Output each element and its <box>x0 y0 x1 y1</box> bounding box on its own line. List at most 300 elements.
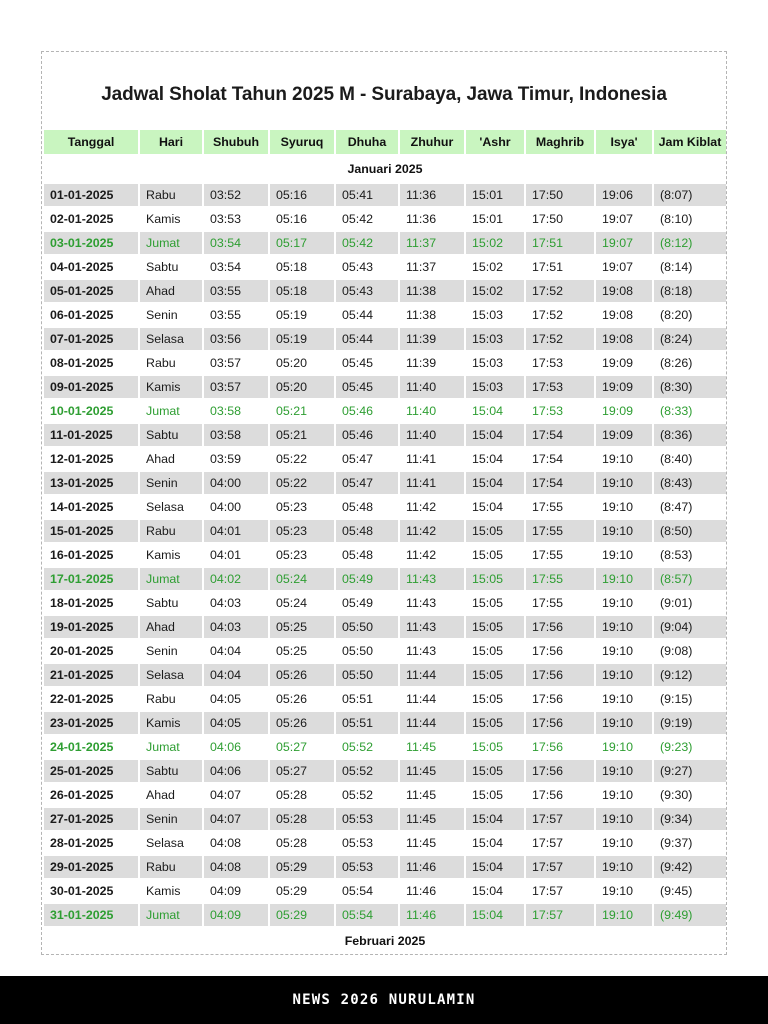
cell-zhuhur: 11:43 <box>400 568 464 590</box>
cell-syuruq: 05:27 <box>270 760 334 782</box>
cell-jam-kiblat: (9:19) <box>654 712 726 734</box>
cell-ashr: 15:05 <box>466 520 524 542</box>
cell-dhuha: 05:48 <box>336 520 398 542</box>
cell-jam-kiblat: (9:15) <box>654 688 726 710</box>
cell-dhuha: 05:51 <box>336 712 398 734</box>
cell-tanggal: 08-01-2025 <box>44 352 138 374</box>
cell-zhuhur: 11:43 <box>400 592 464 614</box>
cell-dhuha: 05:46 <box>336 424 398 446</box>
cell-maghrib: 17:56 <box>526 616 594 638</box>
cell-maghrib: 17:57 <box>526 832 594 854</box>
cell-zhuhur: 11:38 <box>400 304 464 326</box>
cell-syuruq: 05:27 <box>270 736 334 758</box>
cell-ashr: 15:05 <box>466 760 524 782</box>
table-row[interactable] <box>44 400 726 422</box>
cell-dhuha: 05:53 <box>336 832 398 854</box>
table-header-row <box>44 130 726 154</box>
cell-maghrib: 17:53 <box>526 352 594 374</box>
cell-syuruq: 05:23 <box>270 520 334 542</box>
month-label: Januari 2025 <box>44 156 726 182</box>
cell-isya: 19:09 <box>596 376 652 398</box>
cell-isya: 19:10 <box>596 616 652 638</box>
cell-dhuha: 05:53 <box>336 856 398 878</box>
cell-ashr: 15:01 <box>466 208 524 230</box>
cell-hari: Selasa <box>140 496 202 518</box>
cell-syuruq: 05:16 <box>270 208 334 230</box>
cell-ashr: 15:04 <box>466 448 524 470</box>
footer-bar <box>0 976 768 1024</box>
cell-zhuhur: 11:41 <box>400 472 464 494</box>
cell-isya: 19:10 <box>596 760 652 782</box>
cell-isya: 19:10 <box>596 568 652 590</box>
cell-zhuhur: 11:36 <box>400 208 464 230</box>
cell-shubuh: 04:06 <box>204 760 268 782</box>
cell-maghrib: 17:51 <box>526 232 594 254</box>
prayer-schedule-table <box>42 128 727 955</box>
cell-zhuhur: 11:44 <box>400 688 464 710</box>
cell-jam-kiblat: (8:50) <box>654 520 726 542</box>
cell-hari: Selasa <box>140 328 202 350</box>
cell-shubuh: 04:09 <box>204 880 268 902</box>
column-header-jam-kiblat[interactable]: Jam Kiblat <box>654 130 726 154</box>
cell-ashr: 15:03 <box>466 352 524 374</box>
cell-maghrib: 17:56 <box>526 784 594 806</box>
cell-isya: 19:10 <box>596 688 652 710</box>
cell-shubuh: 03:58 <box>204 424 268 446</box>
cell-shubuh: 04:04 <box>204 640 268 662</box>
cell-jam-kiblat: (8:26) <box>654 352 726 374</box>
cell-dhuha: 05:48 <box>336 544 398 566</box>
cell-maghrib: 17:55 <box>526 496 594 518</box>
column-header-syuruq[interactable]: Syuruq <box>270 130 334 154</box>
cell-maghrib: 17:52 <box>526 328 594 350</box>
cell-dhuha: 05:50 <box>336 616 398 638</box>
cell-jam-kiblat: (8:24) <box>654 328 726 350</box>
cell-dhuha: 05:52 <box>336 736 398 758</box>
table-row[interactable] <box>44 352 726 374</box>
cell-hari: Kamis <box>140 544 202 566</box>
cell-hari: Kamis <box>140 712 202 734</box>
cell-tanggal: 23-01-2025 <box>44 712 138 734</box>
cell-ashr: 15:02 <box>466 232 524 254</box>
table-row[interactable] <box>44 688 726 710</box>
cell-zhuhur: 11:42 <box>400 544 464 566</box>
cell-hari: Kamis <box>140 880 202 902</box>
cell-tanggal: 29-01-2025 <box>44 856 138 878</box>
cell-shubuh: 04:03 <box>204 616 268 638</box>
cell-isya: 19:10 <box>596 640 652 662</box>
cell-shubuh: 04:09 <box>204 904 268 926</box>
cell-jam-kiblat: (9:45) <box>654 880 726 902</box>
cell-ashr: 15:04 <box>466 496 524 518</box>
table-row[interactable] <box>44 256 726 278</box>
cell-jam-kiblat: (8:30) <box>654 376 726 398</box>
table-row[interactable] <box>44 832 726 854</box>
table-row[interactable] <box>44 640 726 662</box>
table-row[interactable] <box>44 376 726 398</box>
table-row[interactable] <box>44 592 726 614</box>
cell-zhuhur: 11:44 <box>400 712 464 734</box>
table-row[interactable] <box>44 304 726 326</box>
cell-dhuha: 05:54 <box>336 904 398 926</box>
column-header-isya[interactable]: Isya' <box>596 130 652 154</box>
cell-zhuhur: 11:40 <box>400 424 464 446</box>
cell-hari: Sabtu <box>140 424 202 446</box>
cell-syuruq: 05:24 <box>270 592 334 614</box>
cell-syuruq: 05:28 <box>270 808 334 830</box>
cell-tanggal: 31-01-2025 <box>44 904 138 926</box>
cell-syuruq: 05:25 <box>270 640 334 662</box>
cell-jam-kiblat: (9:37) <box>654 832 726 854</box>
cell-maghrib: 17:50 <box>526 184 594 206</box>
cell-zhuhur: 11:44 <box>400 664 464 686</box>
cell-tanggal: 06-01-2025 <box>44 304 138 326</box>
cell-maghrib: 17:55 <box>526 568 594 590</box>
cell-hari: Senin <box>140 304 202 326</box>
cell-shubuh: 04:06 <box>204 736 268 758</box>
cell-ashr: 15:05 <box>466 592 524 614</box>
cell-shubuh: 04:04 <box>204 664 268 686</box>
cell-isya: 19:10 <box>596 904 652 926</box>
cell-isya: 19:10 <box>596 520 652 542</box>
cell-zhuhur: 11:45 <box>400 760 464 782</box>
page-title: Jadwal Sholat Tahun 2025 M - Surabaya, Jawa Timur, Indonesia <box>101 84 667 105</box>
table-row[interactable] <box>44 712 726 734</box>
cell-jam-kiblat: (8:40) <box>654 448 726 470</box>
cell-tanggal: 10-01-2025 <box>44 400 138 422</box>
cell-shubuh: 04:05 <box>204 712 268 734</box>
table-row[interactable] <box>44 904 726 926</box>
cell-ashr: 15:02 <box>466 280 524 302</box>
cell-shubuh: 04:07 <box>204 784 268 806</box>
cell-dhuha: 05:43 <box>336 256 398 278</box>
cell-maghrib: 17:55 <box>526 520 594 542</box>
cell-shubuh: 03:57 <box>204 376 268 398</box>
cell-jam-kiblat: (8:10) <box>654 208 726 230</box>
cell-ashr: 15:05 <box>466 664 524 686</box>
table-row[interactable] <box>44 496 726 518</box>
cell-jam-kiblat: (9:01) <box>654 592 726 614</box>
cell-maghrib: 17:57 <box>526 880 594 902</box>
cell-syuruq: 05:28 <box>270 784 334 806</box>
table-row[interactable] <box>44 448 726 470</box>
cell-dhuha: 05:43 <box>336 280 398 302</box>
cell-jam-kiblat: (8:20) <box>654 304 726 326</box>
cell-syuruq: 05:26 <box>270 664 334 686</box>
table-row[interactable] <box>44 736 726 758</box>
cell-shubuh: 03:54 <box>204 256 268 278</box>
cell-tanggal: 04-01-2025 <box>44 256 138 278</box>
cell-zhuhur: 11:36 <box>400 184 464 206</box>
cell-syuruq: 05:21 <box>270 424 334 446</box>
cell-isya: 19:10 <box>596 832 652 854</box>
cell-hari: Ahad <box>140 616 202 638</box>
cell-ashr: 15:05 <box>466 544 524 566</box>
column-header-hari[interactable]: Hari <box>140 130 202 154</box>
cell-ashr: 15:04 <box>466 856 524 878</box>
column-header-zhuhur[interactable]: Zhuhur <box>400 130 464 154</box>
cell-dhuha: 05:42 <box>336 208 398 230</box>
cell-zhuhur: 11:40 <box>400 376 464 398</box>
cell-shubuh: 03:54 <box>204 232 268 254</box>
cell-zhuhur: 11:42 <box>400 496 464 518</box>
table-row[interactable] <box>44 664 726 686</box>
schedule-card <box>41 51 727 955</box>
cell-shubuh: 04:07 <box>204 808 268 830</box>
cell-maghrib: 17:57 <box>526 856 594 878</box>
cell-isya: 19:07 <box>596 256 652 278</box>
cell-jam-kiblat: (8:07) <box>654 184 726 206</box>
cell-isya: 19:10 <box>596 496 652 518</box>
table-row[interactable] <box>44 760 726 782</box>
cell-isya: 19:10 <box>596 712 652 734</box>
cell-ashr: 15:04 <box>466 400 524 422</box>
cell-zhuhur: 11:37 <box>400 256 464 278</box>
cell-syuruq: 05:18 <box>270 280 334 302</box>
cell-isya: 19:08 <box>596 280 652 302</box>
column-header-ashr[interactable]: 'Ashr <box>466 130 524 154</box>
cell-ashr: 15:05 <box>466 736 524 758</box>
cell-syuruq: 05:19 <box>270 328 334 350</box>
table-row[interactable] <box>44 208 726 230</box>
cell-dhuha: 05:49 <box>336 592 398 614</box>
cell-syuruq: 05:29 <box>270 856 334 878</box>
cell-dhuha: 05:42 <box>336 232 398 254</box>
cell-ashr: 15:05 <box>466 616 524 638</box>
cell-maghrib: 17:57 <box>526 904 594 926</box>
cell-dhuha: 05:48 <box>336 496 398 518</box>
cell-syuruq: 05:28 <box>270 832 334 854</box>
cell-zhuhur: 11:42 <box>400 520 464 542</box>
cell-jam-kiblat: (8:43) <box>654 472 726 494</box>
cell-zhuhur: 11:46 <box>400 856 464 878</box>
cell-isya: 19:10 <box>596 664 652 686</box>
cell-hari: Kamis <box>140 208 202 230</box>
cell-maghrib: 17:54 <box>526 448 594 470</box>
cell-hari: Selasa <box>140 832 202 854</box>
cell-isya: 19:10 <box>596 808 652 830</box>
cell-hari: Sabtu <box>140 760 202 782</box>
cell-tanggal: 26-01-2025 <box>44 784 138 806</box>
cell-jam-kiblat: (9:27) <box>654 760 726 782</box>
cell-jam-kiblat: (8:57) <box>654 568 726 590</box>
cell-ashr: 15:05 <box>466 688 524 710</box>
cell-hari: Jumat <box>140 568 202 590</box>
cell-ashr: 15:03 <box>466 304 524 326</box>
cell-tanggal: 30-01-2025 <box>44 880 138 902</box>
cell-dhuha: 05:41 <box>336 184 398 206</box>
cell-zhuhur: 11:39 <box>400 352 464 374</box>
cell-tanggal: 28-01-2025 <box>44 832 138 854</box>
cell-hari: Ahad <box>140 280 202 302</box>
cell-maghrib: 17:52 <box>526 304 594 326</box>
cell-isya: 19:10 <box>596 448 652 470</box>
cell-tanggal: 13-01-2025 <box>44 472 138 494</box>
column-header-maghrib[interactable]: Maghrib <box>526 130 594 154</box>
cell-ashr: 15:04 <box>466 472 524 494</box>
cell-maghrib: 17:56 <box>526 736 594 758</box>
cell-zhuhur: 11:43 <box>400 616 464 638</box>
cell-tanggal: 14-01-2025 <box>44 496 138 518</box>
cell-ashr: 15:04 <box>466 832 524 854</box>
cell-isya: 19:06 <box>596 184 652 206</box>
cell-tanggal: 27-01-2025 <box>44 808 138 830</box>
cell-isya: 19:09 <box>596 400 652 422</box>
table-row[interactable] <box>44 544 726 566</box>
table-row[interactable] <box>44 424 726 446</box>
table-row[interactable] <box>44 472 726 494</box>
cell-tanggal: 18-01-2025 <box>44 592 138 614</box>
table-row[interactable] <box>44 568 726 590</box>
cell-hari: Rabu <box>140 184 202 206</box>
table-body <box>44 156 726 955</box>
cell-tanggal: 21-01-2025 <box>44 664 138 686</box>
cell-isya: 19:10 <box>596 472 652 494</box>
cell-hari: Jumat <box>140 736 202 758</box>
cell-maghrib: 17:56 <box>526 640 594 662</box>
cell-ashr: 15:04 <box>466 808 524 830</box>
footer-text: NEWS 2026 NURULAMIN <box>292 992 476 1008</box>
cell-tanggal: 01-01-2025 <box>44 184 138 206</box>
cell-maghrib: 17:50 <box>526 208 594 230</box>
cell-jam-kiblat: (8:14) <box>654 256 726 278</box>
table-row[interactable] <box>44 808 726 830</box>
cell-isya: 19:07 <box>596 232 652 254</box>
cell-dhuha: 05:47 <box>336 448 398 470</box>
cell-syuruq: 05:18 <box>270 256 334 278</box>
cell-jam-kiblat: (9:08) <box>654 640 726 662</box>
cell-maghrib: 17:56 <box>526 664 594 686</box>
cell-syuruq: 05:23 <box>270 544 334 566</box>
cell-dhuha: 05:49 <box>336 568 398 590</box>
cell-maghrib: 17:56 <box>526 688 594 710</box>
table-row[interactable] <box>44 232 726 254</box>
cell-isya: 19:10 <box>596 544 652 566</box>
table-row[interactable] <box>44 856 726 878</box>
cell-maghrib: 17:55 <box>526 592 594 614</box>
cell-dhuha: 05:45 <box>336 352 398 374</box>
cell-zhuhur: 11:45 <box>400 808 464 830</box>
cell-dhuha: 05:52 <box>336 760 398 782</box>
cell-tanggal: 05-01-2025 <box>44 280 138 302</box>
cell-ashr: 15:05 <box>466 784 524 806</box>
cell-tanggal: 20-01-2025 <box>44 640 138 662</box>
cell-tanggal: 22-01-2025 <box>44 688 138 710</box>
cell-hari: Sabtu <box>140 592 202 614</box>
cell-zhuhur: 11:43 <box>400 640 464 662</box>
cell-maghrib: 17:56 <box>526 760 594 782</box>
cell-dhuha: 05:47 <box>336 472 398 494</box>
cell-dhuha: 05:45 <box>336 376 398 398</box>
cell-maghrib: 17:53 <box>526 400 594 422</box>
cell-syuruq: 05:16 <box>270 184 334 206</box>
cell-syuruq: 05:25 <box>270 616 334 638</box>
cell-ashr: 15:03 <box>466 376 524 398</box>
cell-shubuh: 04:08 <box>204 832 268 854</box>
cell-hari: Jumat <box>140 904 202 926</box>
cell-zhuhur: 11:45 <box>400 784 464 806</box>
cell-hari: Rabu <box>140 352 202 374</box>
cell-zhuhur: 11:38 <box>400 280 464 302</box>
cell-ashr: 15:05 <box>466 568 524 590</box>
cell-isya: 19:10 <box>596 784 652 806</box>
cell-maghrib: 17:57 <box>526 808 594 830</box>
cell-isya: 19:09 <box>596 352 652 374</box>
column-header-tanggal[interactable]: Tanggal <box>44 130 138 154</box>
cell-isya: 19:10 <box>596 856 652 878</box>
table-row[interactable] <box>44 880 726 902</box>
cell-dhuha: 05:50 <box>336 664 398 686</box>
month-label: Februari 2025 <box>44 928 726 954</box>
cell-zhuhur: 11:45 <box>400 832 464 854</box>
table-row[interactable] <box>44 784 726 806</box>
cell-ashr: 15:04 <box>466 424 524 446</box>
cell-zhuhur: 11:41 <box>400 448 464 470</box>
cell-jam-kiblat: (9:04) <box>654 616 726 638</box>
cell-hari: Kamis <box>140 376 202 398</box>
cell-dhuha: 05:46 <box>336 400 398 422</box>
cell-tanggal: 24-01-2025 <box>44 736 138 758</box>
cell-hari: Rabu <box>140 856 202 878</box>
cell-shubuh: 03:55 <box>204 280 268 302</box>
cell-zhuhur: 11:46 <box>400 880 464 902</box>
cell-zhuhur: 11:46 <box>400 904 464 926</box>
cell-maghrib: 17:55 <box>526 544 594 566</box>
cell-hari: Rabu <box>140 520 202 542</box>
cell-hari: Selasa <box>140 664 202 686</box>
cell-isya: 19:10 <box>596 736 652 758</box>
cell-hari: Jumat <box>140 232 202 254</box>
cell-tanggal: 11-01-2025 <box>44 424 138 446</box>
cell-shubuh: 04:00 <box>204 472 268 494</box>
cell-ashr: 15:05 <box>466 712 524 734</box>
cell-shubuh: 03:52 <box>204 184 268 206</box>
cell-syuruq: 05:21 <box>270 400 334 422</box>
cell-syuruq: 05:29 <box>270 880 334 902</box>
column-header-dhuha[interactable]: Dhuha <box>336 130 398 154</box>
column-header-shubuh[interactable]: Shubuh <box>204 130 268 154</box>
cell-shubuh: 03:53 <box>204 208 268 230</box>
table-row[interactable] <box>44 184 726 206</box>
table-row[interactable] <box>44 328 726 350</box>
cell-syuruq: 05:23 <box>270 496 334 518</box>
cell-shubuh: 03:59 <box>204 448 268 470</box>
month-separator-row <box>44 156 726 182</box>
cell-tanggal: 09-01-2025 <box>44 376 138 398</box>
table-row[interactable] <box>44 280 726 302</box>
table-row[interactable] <box>44 616 726 638</box>
cell-dhuha: 05:44 <box>336 328 398 350</box>
cell-hari: Senin <box>140 808 202 830</box>
cell-isya: 19:07 <box>596 208 652 230</box>
cell-jam-kiblat: (8:18) <box>654 280 726 302</box>
cell-maghrib: 17:54 <box>526 472 594 494</box>
cell-tanggal: 17-01-2025 <box>44 568 138 590</box>
cell-dhuha: 05:44 <box>336 304 398 326</box>
table-row[interactable] <box>44 520 726 542</box>
cell-tanggal: 15-01-2025 <box>44 520 138 542</box>
cell-shubuh: 04:05 <box>204 688 268 710</box>
cell-maghrib: 17:52 <box>526 280 594 302</box>
cell-jam-kiblat: (8:36) <box>654 424 726 446</box>
cell-syuruq: 05:22 <box>270 472 334 494</box>
cell-jam-kiblat: (9:12) <box>654 664 726 686</box>
cell-zhuhur: 11:40 <box>400 400 464 422</box>
cell-dhuha: 05:51 <box>336 688 398 710</box>
cell-jam-kiblat: (9:42) <box>654 856 726 878</box>
cell-maghrib: 17:51 <box>526 256 594 278</box>
cell-shubuh: 04:08 <box>204 856 268 878</box>
